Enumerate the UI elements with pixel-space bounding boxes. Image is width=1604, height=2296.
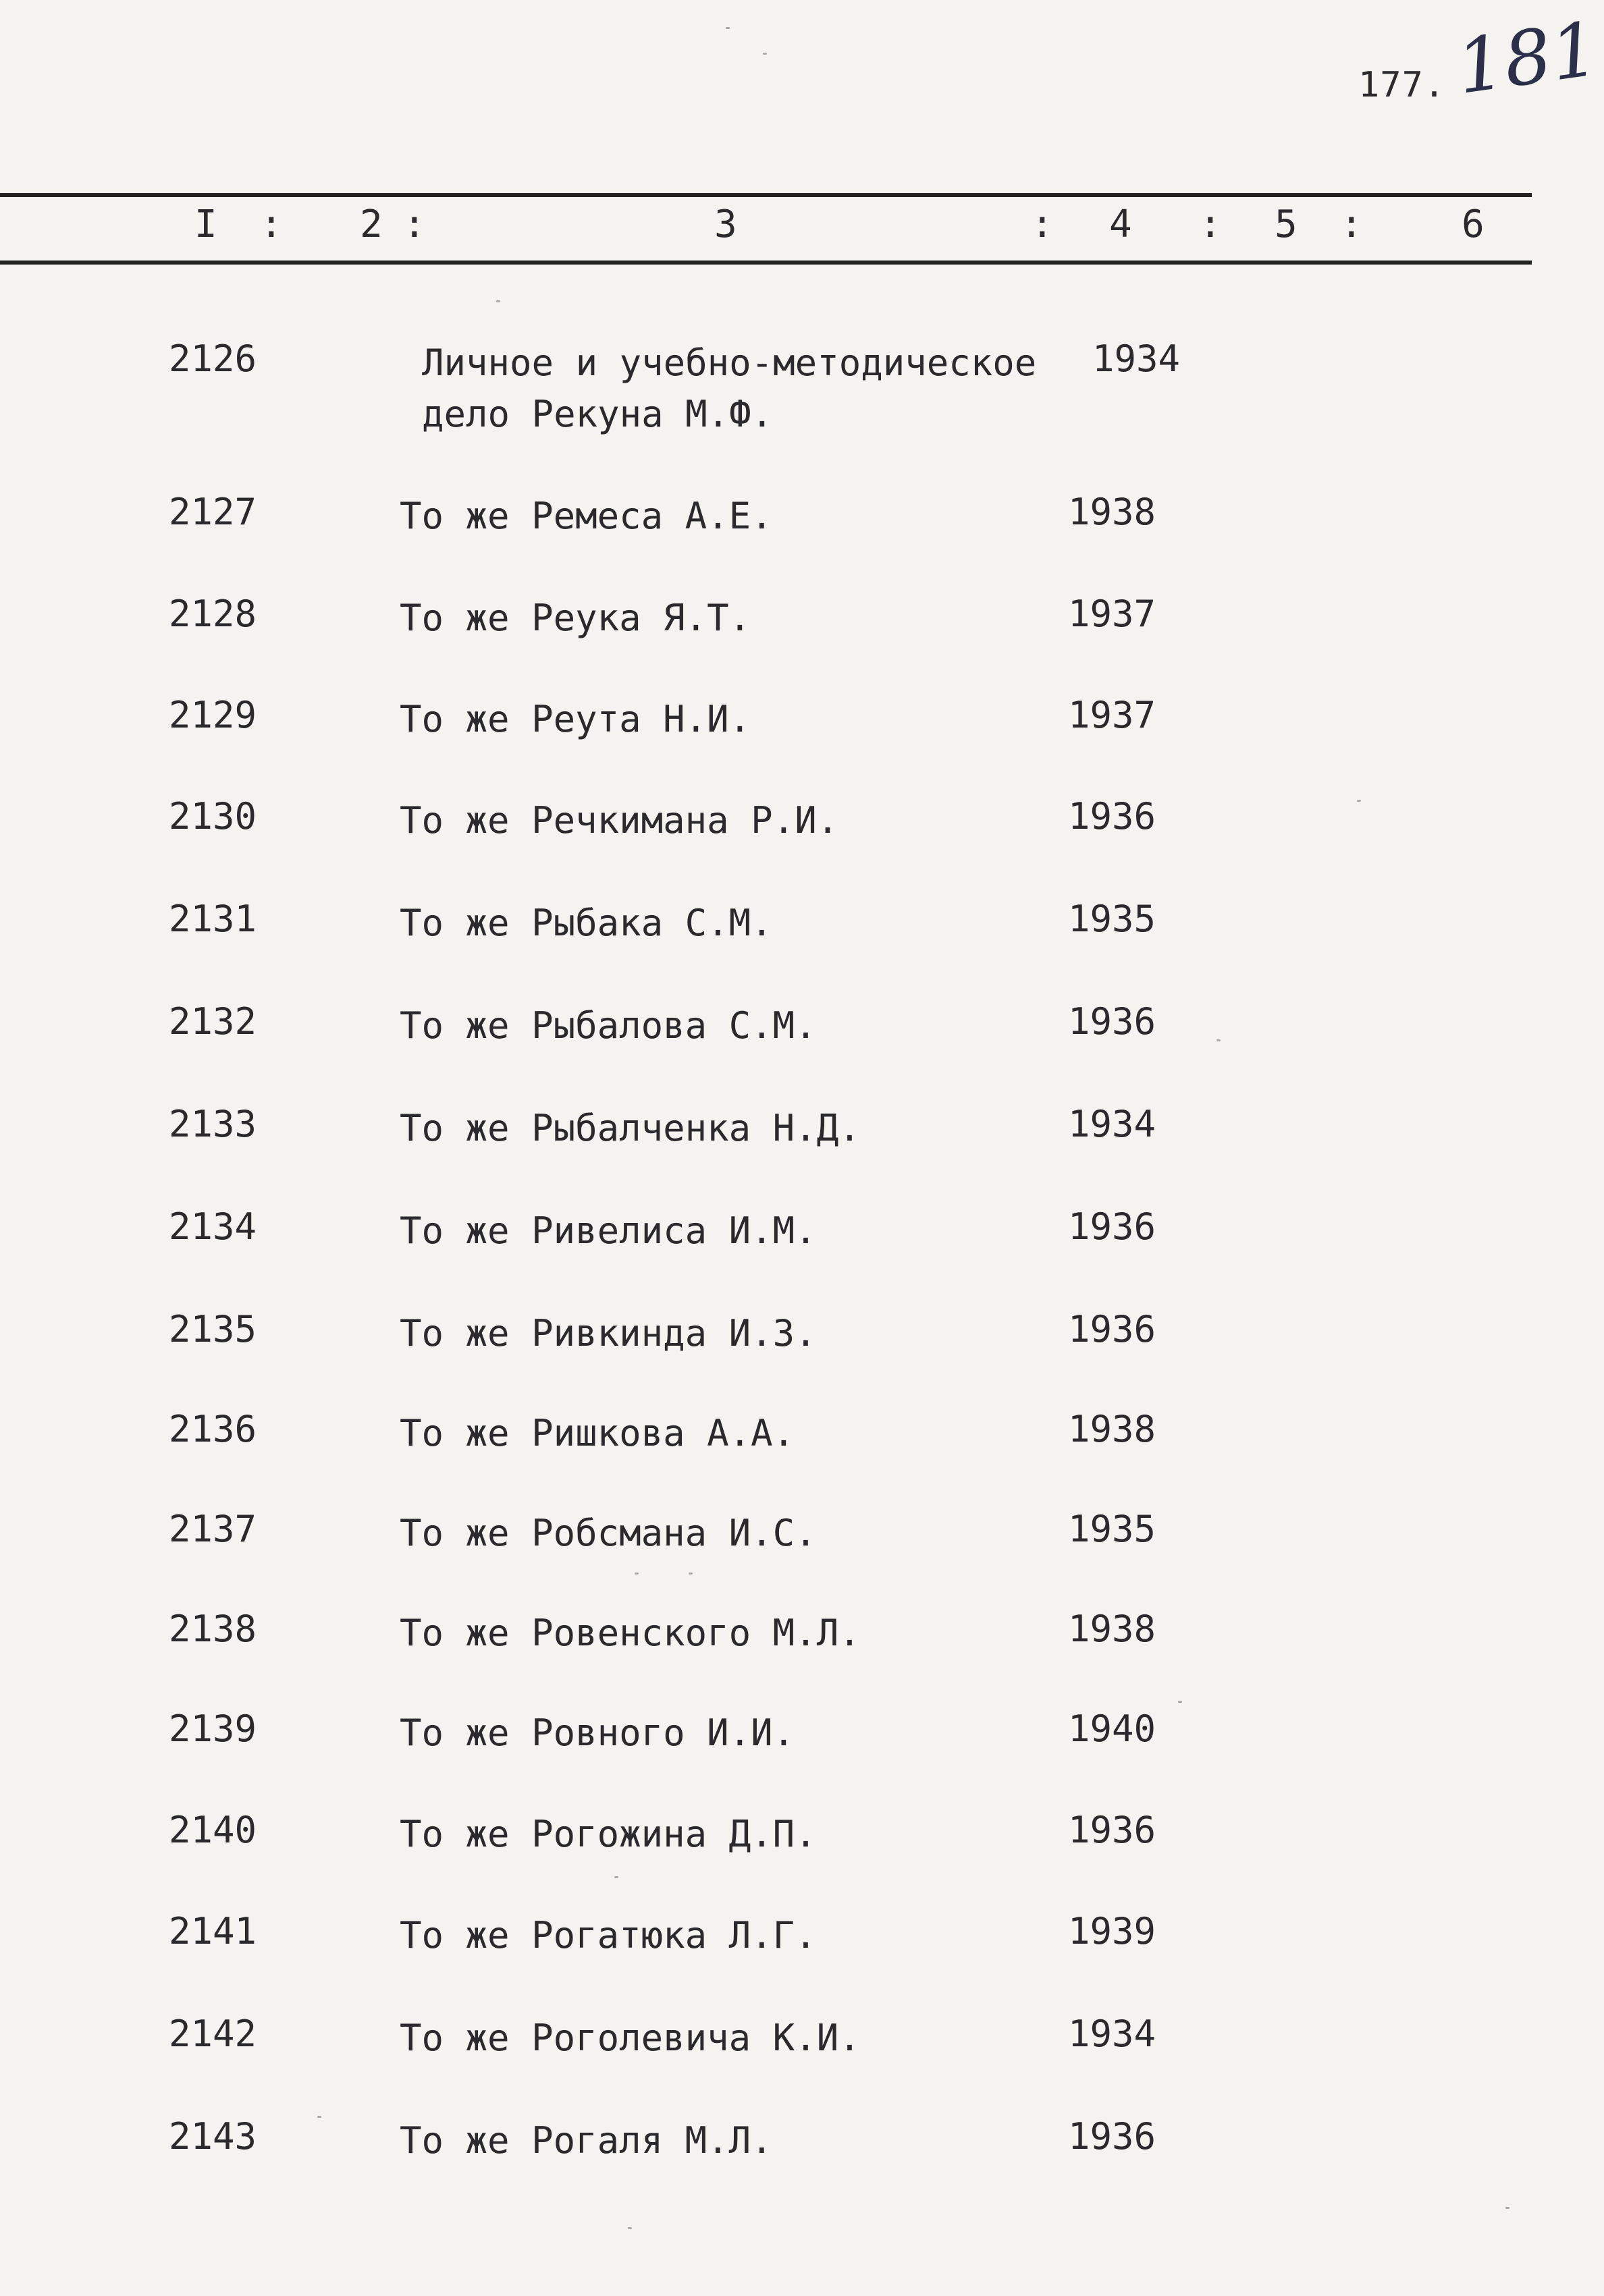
entry-description: То же Рогатюка Л.Г.: [400, 1914, 817, 1957]
page-number: 177.: [1358, 65, 1446, 105]
entry-description: То же Ришкова А.А.: [400, 1412, 795, 1454]
column-header-4: 4: [1109, 202, 1132, 246]
entry-number: 2141: [169, 1910, 257, 1952]
entry-description: Личное и учебно-методическое дело Рекуна М.Ф.: [422, 341, 1037, 435]
entry-description: То же Ривелиса И.М.: [400, 1209, 817, 1252]
entry-number: 2131: [169, 898, 257, 940]
column-separator: :: [403, 202, 426, 246]
entry-year: 1938: [1068, 1408, 1156, 1450]
column-separator: :: [1340, 202, 1363, 246]
column-separator: :: [1031, 202, 1054, 246]
column-header-3: 3: [714, 202, 737, 246]
entry-year: 1937: [1068, 593, 1156, 635]
entry-description: То же Рогаля М.Л.: [400, 2119, 773, 2162]
entry-description: То же Реута Н.И.: [400, 698, 751, 740]
entry-year: 1938: [1068, 1608, 1156, 1650]
entry-description: То же Ривкинда И.З.: [400, 1312, 817, 1355]
entry-number: 2139: [169, 1707, 257, 1750]
entry-description: То же Рогожина Д.П.: [400, 1813, 817, 1855]
header-top-rule: [0, 193, 1532, 197]
entry-number: 2128: [169, 593, 257, 635]
entry-number: 2129: [169, 694, 257, 736]
entry-description: То же Роголевича К.И.: [400, 2017, 861, 2059]
entry-year: 1936: [1068, 1308, 1156, 1350]
entry-year: 1935: [1068, 1508, 1156, 1550]
entry-description: То же Робсмана И.С.: [400, 1512, 817, 1554]
entry-year: 1938: [1068, 491, 1156, 533]
entry-year: 1936: [1068, 1000, 1156, 1043]
entry-number: 2140: [169, 1809, 257, 1851]
entry-year: 1936: [1068, 1809, 1156, 1851]
entry-number: 2134: [169, 1205, 257, 1248]
header-bottom-rule: [0, 261, 1532, 265]
entry-number: 2135: [169, 1308, 257, 1350]
entry-description: То же Реука Я.Т.: [400, 597, 751, 639]
entry-year: 1934: [1092, 337, 1181, 380]
entry-number: 2130: [169, 795, 257, 838]
column-header-2: 2: [360, 202, 383, 246]
entry-number: 2127: [169, 491, 257, 533]
entry-year: 1936: [1068, 1205, 1156, 1248]
entry-number: 2133: [169, 1103, 257, 1145]
entry-year: 1940: [1068, 1707, 1156, 1750]
entry-number: 2143: [169, 2115, 257, 2158]
entry-number: 2142: [169, 2013, 257, 2055]
entry-year: 1936: [1068, 2115, 1156, 2158]
entry-description: То же Рыбака С.М.: [400, 902, 773, 944]
entry-year: 1934: [1068, 2013, 1156, 2055]
column-separator: :: [260, 202, 283, 246]
column-header-5: 5: [1275, 202, 1298, 246]
entry-year: 1935: [1068, 898, 1156, 940]
entry-number: 2137: [169, 1508, 257, 1550]
column-header-6: 6: [1462, 202, 1485, 246]
entry-year: 1937: [1068, 694, 1156, 736]
entry-number: 2132: [169, 1000, 257, 1043]
entry-number: 2138: [169, 1608, 257, 1650]
entry-year: 1939: [1068, 1910, 1156, 1952]
entry-description: То же Рыбалченка Н.Д.: [400, 1107, 861, 1149]
entry-description: То же Рыбалова С.М.: [400, 1004, 817, 1047]
entry-description: То же Ремеса А.Е.: [400, 495, 773, 537]
entry-description: То же Ровного И.И.: [400, 1712, 795, 1754]
entry-description: То же Речкимана Р.И.: [400, 799, 839, 842]
column-separator: :: [1199, 202, 1222, 246]
entry-year: 1934: [1068, 1103, 1156, 1145]
entry-description: То же Ровенского М.Л.: [400, 1612, 861, 1654]
column-header-1: I: [194, 202, 217, 246]
entry-year: 1936: [1068, 795, 1156, 838]
entry-number: 2136: [169, 1408, 257, 1450]
handwritten-folio-number: 181: [1451, 5, 1604, 111]
entry-number: 2126: [169, 337, 257, 380]
